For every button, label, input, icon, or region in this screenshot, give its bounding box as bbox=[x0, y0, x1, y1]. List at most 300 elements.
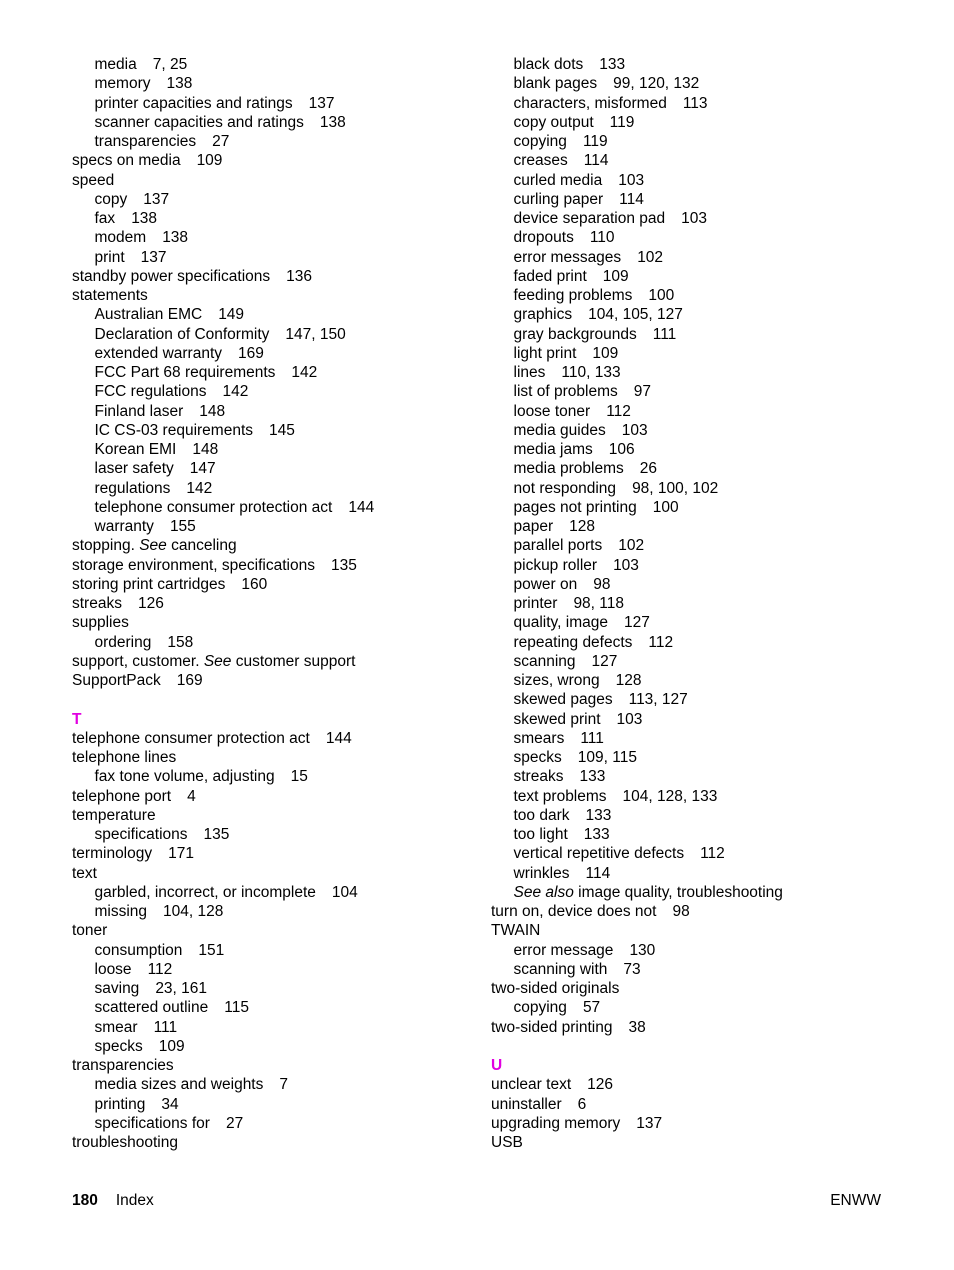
index-subentry bbox=[491, 883, 921, 902]
index-term: graphics bbox=[513, 306, 573, 324]
index-term: standby power specifications bbox=[72, 267, 271, 285]
index-subentry bbox=[491, 671, 921, 690]
page-reference: 142 bbox=[222, 383, 249, 401]
index-subentry bbox=[491, 536, 921, 555]
index-term: FCC Part 68 requirements bbox=[94, 364, 276, 381]
index-subentry bbox=[491, 132, 921, 151]
index-term: copy output bbox=[513, 113, 594, 131]
index-subentry bbox=[491, 325, 921, 344]
page-reference: 27 bbox=[212, 133, 230, 150]
index-entry bbox=[72, 806, 482, 825]
index-term: media bbox=[94, 56, 137, 73]
index-subentry bbox=[491, 190, 921, 209]
see-reference-label: See bbox=[203, 652, 232, 670]
index-term: lines bbox=[513, 364, 546, 381]
see-reference-label: See also bbox=[513, 883, 574, 901]
index-term: uninstaller bbox=[491, 1095, 562, 1113]
index-term: scanner capacities and ratings bbox=[94, 113, 304, 131]
index-term: Australian EMC bbox=[94, 306, 203, 324]
index-subentry bbox=[491, 960, 921, 979]
index-term: repeating defects bbox=[513, 633, 633, 651]
page-reference: 111 bbox=[580, 729, 604, 747]
index-entry bbox=[491, 921, 921, 940]
page-reference: 6 bbox=[577, 1095, 587, 1113]
page-footer-left bbox=[72, 1191, 154, 1210]
page-reference: 103 bbox=[616, 710, 643, 728]
page-reference: 138 bbox=[131, 210, 158, 227]
index-entry bbox=[72, 575, 482, 594]
index-term: speed bbox=[72, 171, 115, 189]
page-reference: 148 bbox=[199, 402, 226, 420]
page-reference: 110 bbox=[589, 229, 615, 247]
page-reference: 149 bbox=[218, 306, 245, 324]
index-entry bbox=[491, 902, 921, 921]
page-reference: 148 bbox=[192, 441, 219, 458]
page-reference: 147, 150 bbox=[285, 325, 346, 343]
index-term: garbled, incorrect, or incomplete bbox=[94, 883, 316, 901]
index-subentry bbox=[491, 825, 921, 844]
index-term: streaks bbox=[513, 768, 564, 786]
index-subentry bbox=[72, 1114, 482, 1133]
index-term: USB bbox=[491, 1134, 523, 1151]
index-term: copying bbox=[513, 999, 567, 1017]
index-subentry bbox=[72, 421, 482, 440]
page-reference: 104 bbox=[331, 883, 358, 901]
index-entry bbox=[72, 921, 482, 940]
index-term: fax tone volume, adjusting bbox=[94, 768, 275, 786]
index-term: modem bbox=[94, 229, 147, 247]
index-term: curled media bbox=[513, 171, 603, 189]
index-subentry bbox=[491, 787, 921, 806]
index-term: sizes, wrong bbox=[513, 672, 600, 689]
index-term: toner bbox=[72, 922, 108, 940]
page-reference: 112 bbox=[147, 960, 173, 978]
index-entry bbox=[72, 556, 482, 575]
index-term: transparencies bbox=[72, 1057, 174, 1074]
index-term: specifications for bbox=[94, 1114, 210, 1132]
index-term: memory bbox=[94, 75, 151, 93]
index-entry bbox=[72, 286, 482, 305]
page-reference: 133 bbox=[579, 768, 606, 786]
index-subentry bbox=[72, 902, 482, 921]
index-term: skewed pages bbox=[513, 691, 613, 709]
page-reference: 147 bbox=[189, 460, 216, 478]
page-reference: 113 bbox=[682, 94, 708, 112]
index-term: laser safety bbox=[94, 460, 174, 478]
page-reference: 106 bbox=[608, 441, 635, 458]
index-term: consumption bbox=[94, 941, 183, 959]
index-subentry bbox=[491, 498, 921, 517]
index-subentry bbox=[491, 305, 921, 324]
index-entry bbox=[72, 864, 482, 883]
page-reference: 127 bbox=[591, 652, 618, 670]
index-term: storage environment, specifications bbox=[72, 556, 315, 574]
page-reference: 114 bbox=[585, 864, 611, 882]
index-subentry bbox=[72, 248, 482, 267]
page-reference: 128 bbox=[615, 672, 642, 689]
page-reference: 155 bbox=[169, 518, 196, 535]
index-term: ordering bbox=[94, 633, 152, 651]
index-term: missing bbox=[94, 903, 148, 920]
index-term: temperature bbox=[72, 806, 156, 824]
index-term: curling paper bbox=[513, 190, 604, 208]
index-term: telephone port bbox=[72, 787, 172, 805]
index-subentry bbox=[72, 517, 482, 536]
index-term: printer bbox=[513, 595, 558, 612]
index-subentry bbox=[491, 633, 921, 652]
see-reference-target: customer support bbox=[231, 652, 356, 670]
index-subentry bbox=[491, 363, 921, 382]
page-reference: 114 bbox=[583, 152, 609, 170]
page-reference: 126 bbox=[137, 595, 164, 612]
index-term: FCC regulations bbox=[94, 383, 207, 401]
index-term: specks bbox=[513, 749, 562, 766]
index-entry bbox=[72, 787, 482, 806]
index-subentry bbox=[72, 94, 482, 113]
index-term: copying bbox=[513, 133, 567, 150]
index-subentry bbox=[72, 402, 482, 421]
index-entry bbox=[72, 729, 482, 748]
index-term: saving bbox=[94, 980, 140, 997]
index-term: smear bbox=[94, 1018, 138, 1036]
index-entry bbox=[491, 1133, 921, 1152]
page-reference: 99, 120, 132 bbox=[613, 75, 700, 93]
index-term: telephone consumer protection act bbox=[72, 729, 310, 747]
page-reference: 112 bbox=[648, 633, 674, 651]
page-reference: 126 bbox=[587, 1076, 614, 1094]
index-term: stopping. bbox=[72, 537, 140, 555]
page-reference: 142 bbox=[291, 364, 318, 381]
index-subentry bbox=[72, 883, 482, 902]
index-term: loose toner bbox=[513, 402, 591, 420]
index-subentry bbox=[72, 440, 482, 459]
index-subentry bbox=[491, 171, 921, 190]
index-subentry bbox=[72, 74, 482, 93]
index-subentry bbox=[72, 228, 482, 247]
page-reference: 100 bbox=[652, 498, 679, 516]
index-term: Korean EMI bbox=[94, 441, 177, 458]
index-subentry bbox=[491, 941, 921, 960]
index-subentry bbox=[72, 325, 482, 344]
page-reference: 137 bbox=[143, 190, 170, 208]
index-term: specs on media bbox=[72, 152, 181, 170]
page-reference: 104, 105, 127 bbox=[588, 306, 683, 324]
page-reference: 142 bbox=[186, 479, 213, 497]
index-entry bbox=[72, 594, 482, 613]
index-term: two-sided originals bbox=[491, 980, 620, 997]
index-term: not responding bbox=[513, 479, 617, 497]
index-term: SupportPack bbox=[72, 672, 161, 689]
index-subentry bbox=[491, 479, 921, 498]
index-subentry bbox=[491, 767, 921, 786]
page-reference: 133 bbox=[583, 826, 610, 843]
index-subentry bbox=[491, 729, 921, 748]
index-term: media guides bbox=[513, 421, 606, 439]
index-term: fax bbox=[94, 210, 116, 227]
index-term: wrinkles bbox=[513, 864, 570, 882]
index-subentry bbox=[491, 267, 921, 286]
index-subentry bbox=[72, 190, 482, 209]
index-subentry bbox=[491, 248, 921, 267]
page-number: 180 bbox=[72, 1192, 98, 1209]
page-reference: 145 bbox=[269, 421, 295, 439]
see-reference-label: See bbox=[139, 537, 167, 555]
index-subentry bbox=[491, 690, 921, 709]
page-reference: 137 bbox=[140, 248, 167, 266]
index-term: blank pages bbox=[513, 75, 598, 93]
page-reference: 109, 115 bbox=[577, 749, 637, 766]
index-term: support, customer. bbox=[72, 652, 204, 670]
page-reference: 111 bbox=[652, 325, 677, 343]
index-subentry bbox=[72, 1075, 482, 1094]
index-term: feeding problems bbox=[513, 287, 633, 304]
index-term: telephone consumer protection act bbox=[94, 498, 333, 516]
page-reference: 102 bbox=[618, 537, 645, 555]
index-term: scattered outline bbox=[94, 999, 209, 1017]
page-reference: 7, 25 bbox=[152, 56, 188, 73]
index-term: terminology bbox=[72, 845, 153, 863]
page-reference: 104, 128, 133 bbox=[622, 787, 718, 805]
index-term: transparencies bbox=[94, 133, 197, 150]
index-term: media sizes and weights bbox=[94, 1076, 264, 1094]
index-subentry bbox=[72, 459, 482, 478]
index-term: paper bbox=[513, 518, 554, 535]
page-reference: 160 bbox=[241, 575, 268, 593]
page-reference: 136 bbox=[286, 267, 313, 285]
index-term: loose bbox=[94, 960, 132, 978]
page-reference: 114 bbox=[619, 190, 644, 208]
page-reference: 38 bbox=[628, 1018, 646, 1036]
index-entry bbox=[491, 1018, 921, 1037]
index-term: Declaration of Conformity bbox=[94, 325, 270, 343]
page-footer-right: ENWW bbox=[830, 1192, 881, 1209]
index-term: supplies bbox=[72, 614, 129, 632]
index-subentry bbox=[491, 228, 921, 247]
page-reference: 133 bbox=[585, 806, 612, 824]
index-subentry bbox=[491, 748, 921, 767]
page-reference: 109 bbox=[158, 1037, 185, 1055]
index-entry bbox=[491, 1095, 921, 1114]
page-reference: 144 bbox=[325, 729, 352, 747]
index-term: copy bbox=[94, 190, 128, 208]
index-term: Finland laser bbox=[94, 402, 184, 420]
page-reference: 138 bbox=[166, 75, 193, 93]
index-subentry bbox=[72, 344, 482, 363]
index-term: troubleshooting bbox=[72, 1134, 178, 1151]
index-entry bbox=[72, 171, 482, 190]
page-reference: 27 bbox=[225, 1114, 244, 1132]
index-term: parallel ports bbox=[513, 537, 603, 555]
page-reference: 135 bbox=[203, 826, 230, 843]
page-reference: 112 bbox=[606, 402, 631, 420]
index-subentry bbox=[72, 363, 482, 382]
index-term: list of problems bbox=[513, 383, 618, 401]
index-term: creases bbox=[513, 152, 568, 170]
page-reference: 103 bbox=[613, 556, 639, 574]
page-reference: 102 bbox=[637, 248, 664, 266]
index-subentry bbox=[491, 459, 921, 478]
index-subentry bbox=[491, 844, 921, 863]
section-letter-heading: T bbox=[72, 710, 82, 728]
page-reference: 109 bbox=[602, 267, 629, 285]
page-reference: 103 bbox=[681, 210, 708, 227]
page-reference: 144 bbox=[348, 498, 375, 516]
index-entry bbox=[72, 536, 482, 555]
page-reference: 15 bbox=[290, 768, 308, 786]
index-term: pages not printing bbox=[513, 498, 637, 516]
index-subentry bbox=[72, 55, 482, 74]
index-entry bbox=[72, 151, 482, 170]
index-term: two-sided printing bbox=[491, 1018, 613, 1036]
page-reference: 138 bbox=[319, 113, 346, 131]
index-subentry bbox=[72, 479, 482, 498]
index-subentry bbox=[491, 382, 921, 401]
page-reference: 137 bbox=[308, 94, 335, 112]
index-term: error message bbox=[513, 941, 614, 959]
index-term: specks bbox=[94, 1037, 143, 1055]
index-subentry bbox=[72, 633, 482, 652]
index-term: printing bbox=[94, 1095, 146, 1113]
page-reference: 57 bbox=[582, 999, 601, 1017]
index-term: storing print cartridges bbox=[72, 575, 226, 593]
index-subentry bbox=[491, 344, 921, 363]
index-entry bbox=[491, 979, 921, 998]
page-reference: 103 bbox=[618, 171, 645, 189]
index-subentry bbox=[72, 941, 482, 960]
index-term: IC CS-03 requirements bbox=[94, 421, 254, 439]
index-subentry bbox=[491, 151, 921, 170]
index-subentry bbox=[72, 998, 482, 1017]
index-subentry bbox=[491, 113, 921, 132]
page-reference: 137 bbox=[636, 1114, 663, 1132]
index-subentry bbox=[491, 517, 921, 536]
index-term: media problems bbox=[513, 460, 624, 478]
index-term: text bbox=[72, 864, 97, 882]
index-term: extended warranty bbox=[94, 344, 223, 362]
index-column-right bbox=[491, 55, 921, 1152]
page-reference: 111 bbox=[153, 1018, 178, 1036]
page-reference: 130 bbox=[629, 941, 656, 959]
index-term: print bbox=[94, 248, 125, 266]
index-subentry bbox=[491, 286, 921, 305]
index-subentry bbox=[491, 556, 921, 575]
page-reference: 23, 161 bbox=[155, 980, 208, 997]
index-term: smears bbox=[513, 729, 565, 747]
index-term: warranty bbox=[94, 518, 154, 535]
index-entry bbox=[491, 1114, 921, 1133]
index-subentry bbox=[72, 113, 482, 132]
index-term: vertical repetitive defects bbox=[513, 845, 685, 863]
index-term: telephone lines bbox=[72, 749, 177, 766]
index-subentry bbox=[491, 998, 921, 1017]
page-reference: 100 bbox=[648, 287, 675, 304]
page-reference: 138 bbox=[162, 229, 189, 247]
index-term: upgrading memory bbox=[491, 1114, 621, 1132]
index-subentry bbox=[491, 209, 921, 228]
page-reference: 119 bbox=[609, 113, 635, 131]
page-reference: 158 bbox=[167, 633, 194, 651]
index-entry bbox=[72, 1056, 482, 1075]
page-reference: 98, 100, 102 bbox=[632, 479, 719, 497]
index-entry bbox=[72, 671, 482, 690]
index-term: faded print bbox=[513, 267, 587, 285]
index-term: dropouts bbox=[513, 229, 574, 247]
page-reference: 110, 133 bbox=[561, 364, 621, 381]
index-subentry bbox=[491, 575, 921, 594]
index-subentry bbox=[491, 710, 921, 729]
index-term: specifications bbox=[94, 826, 188, 843]
page-reference: 169 bbox=[176, 672, 203, 689]
index-subentry bbox=[72, 132, 482, 151]
index-term: characters, misformed bbox=[513, 94, 667, 112]
index-subentry bbox=[72, 1095, 482, 1114]
page-reference: 115 bbox=[224, 999, 249, 1017]
section-letter-heading: U bbox=[491, 1057, 503, 1074]
index-term: quality, image bbox=[513, 614, 608, 632]
page-reference: 103 bbox=[621, 421, 648, 439]
index-entry bbox=[72, 844, 482, 863]
index-subentry bbox=[491, 864, 921, 883]
index-entry bbox=[72, 267, 482, 286]
index-subentry bbox=[491, 55, 921, 74]
page-reference: 34 bbox=[161, 1095, 179, 1113]
page-reference: 135 bbox=[330, 556, 357, 574]
index-term: scanning bbox=[513, 652, 576, 670]
index-subentry bbox=[72, 767, 482, 786]
index-subentry bbox=[491, 402, 921, 421]
index-subentry bbox=[72, 1018, 482, 1037]
index-subentry bbox=[72, 382, 482, 401]
index-subentry bbox=[72, 209, 482, 228]
index-entry bbox=[72, 1133, 482, 1152]
index-term: device separation pad bbox=[513, 210, 666, 227]
index-term: black dots bbox=[513, 56, 584, 73]
page-reference: 97 bbox=[633, 383, 651, 401]
page-reference: 128 bbox=[569, 518, 596, 535]
page-reference: 109 bbox=[196, 152, 223, 170]
index-term: printer capacities and ratings bbox=[94, 94, 293, 112]
index-term: light print bbox=[513, 344, 577, 362]
index-term: statements bbox=[72, 287, 148, 304]
index-term: error messages bbox=[513, 248, 622, 266]
page-reference: 169 bbox=[238, 344, 264, 362]
index-term: media jams bbox=[513, 441, 593, 458]
index-term: too light bbox=[513, 826, 568, 843]
index-term: regulations bbox=[94, 479, 171, 497]
page-reference: 26 bbox=[639, 460, 658, 478]
index-subentry bbox=[72, 825, 482, 844]
index-subentry bbox=[491, 440, 921, 459]
index-subentry bbox=[491, 806, 921, 825]
section-gap bbox=[72, 690, 482, 709]
index-subentry bbox=[72, 979, 482, 998]
index-subentry bbox=[72, 498, 482, 517]
page-reference: 113, 127 bbox=[628, 691, 688, 709]
section-name: Index bbox=[115, 1192, 154, 1209]
index-subentry bbox=[491, 74, 921, 93]
index-subentry bbox=[491, 421, 921, 440]
index-term: unclear text bbox=[491, 1076, 572, 1094]
index-term: gray backgrounds bbox=[513, 325, 637, 343]
section-gap bbox=[491, 1037, 921, 1056]
page-reference: 73 bbox=[623, 960, 641, 978]
index-entry bbox=[72, 748, 482, 767]
index-term: turn on, device does not bbox=[491, 903, 657, 920]
index-term: power on bbox=[513, 575, 578, 593]
index-subentry bbox=[72, 305, 482, 324]
index-entry bbox=[491, 1075, 921, 1094]
index-subentry bbox=[491, 594, 921, 613]
